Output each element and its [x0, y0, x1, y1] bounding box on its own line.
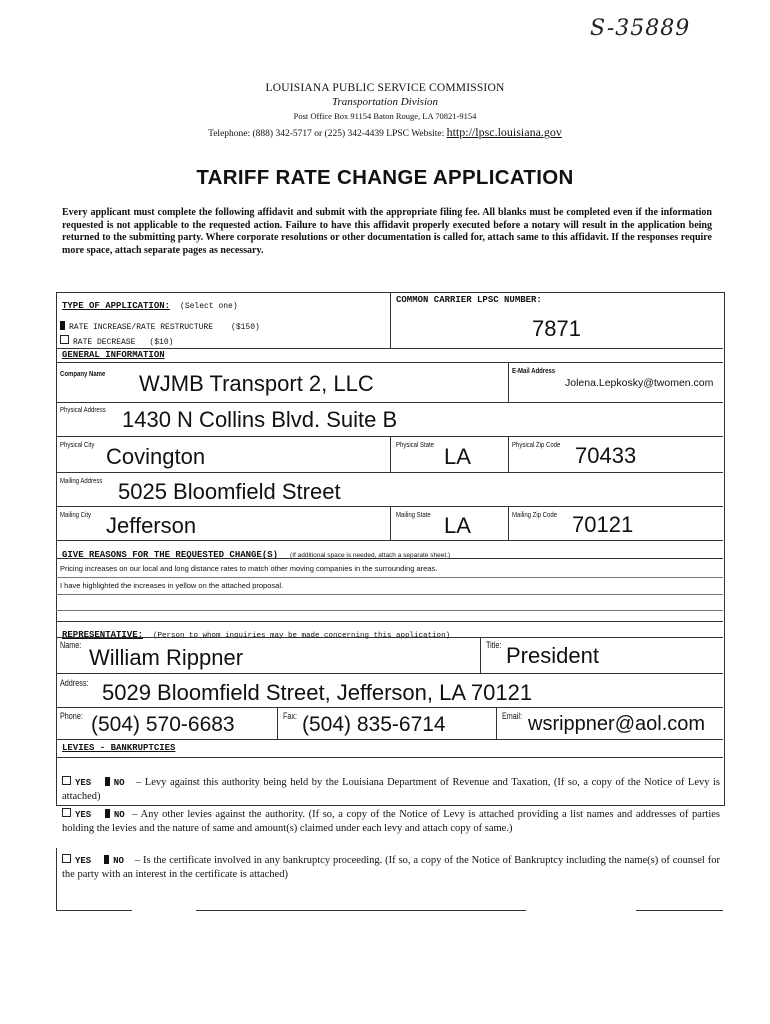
- rep-phone-label: Phone:: [60, 711, 83, 721]
- rep-fax-label: Fax:: [283, 711, 298, 721]
- reason-line-2[interactable]: I have highlighted the increases in yellow on the attached proposal.: [60, 581, 284, 590]
- rep-fax-value[interactable]: (504) 835-6714: [302, 713, 446, 736]
- form-title: TARIFF RATE CHANGE APPLICATION: [196, 166, 574, 189]
- no-checkbox-checked-icon[interactable]: [105, 809, 110, 818]
- mailing-city-label: Mailing City: [60, 510, 92, 519]
- representative-heading: REPRESENTATIVE: (Person to whom inquiries may be made concerning this application): [62, 630, 451, 640]
- company-name-value[interactable]: WJMB Transport 2, LLC: [139, 371, 374, 396]
- no-checkbox-checked-icon[interactable]: [104, 855, 109, 864]
- mailing-zip-label: Mailing Zip Code: [512, 510, 558, 519]
- mailing-zip-value[interactable]: 70121: [572, 512, 634, 537]
- physical-state-value[interactable]: LA: [444, 444, 471, 469]
- agency-address: Post Office Box 91154 Baton Rouge, LA 70821-9154: [293, 111, 477, 121]
- levies-heading: LEVIES - BANKRUPTCIES: [62, 743, 176, 753]
- rep-name-value[interactable]: William Rippner: [89, 645, 244, 670]
- mailing-address-label: Mailing Address: [60, 476, 103, 485]
- checkbox-empty-icon[interactable]: [60, 335, 69, 344]
- rep-title-label: Title:: [486, 640, 502, 650]
- website-link[interactable]: http://lpsc.louisiana.gov: [446, 125, 562, 139]
- division-name: Transportation Division: [331, 96, 439, 108]
- physical-address-value[interactable]: 1430 N Collins Blvd. Suite B: [122, 407, 398, 432]
- general-info-heading: GENERAL INFORMATION: [62, 350, 165, 360]
- application-type-heading: TYPE OF APPLICATION: (Select one): [62, 301, 238, 311]
- carrier-number-label: COMMON CARRIER LPSC NUMBER:: [396, 295, 542, 305]
- rep-email-value[interactable]: wsrippner@aol.com: [528, 713, 706, 735]
- no-checkbox-checked-icon[interactable]: [105, 777, 110, 786]
- physical-address-label: Physical Address: [60, 405, 106, 414]
- rep-title-value[interactable]: President: [506, 643, 599, 668]
- reason-line-1[interactable]: Pricing increases on our local and long distance rates to match other moving companies in the surrounding areas.: [60, 564, 438, 573]
- option-rate-decrease[interactable]: RATE DECREASE ($10): [60, 331, 173, 349]
- intro-paragraph: Every applicant must complete the following affidavit and submit with the appropriate filing fee. All blanks must be completed even if the information requested is not applicable to the requested action. Failure to have this affidavit properly executed before a notary will result in the application being returned to the submitting party. Where corporate resolutions or other documentation is called for, attach same to this affidavit. If the responses require more space, attach separate pages as necessary.: [62, 207, 712, 256]
- email-value[interactable]: Jolena.Lepkosky@twomen.com: [565, 377, 714, 389]
- agency-name: LOUISIANA PUBLIC SERVICE COMMISSION: [265, 82, 505, 94]
- physical-zip-label: Physical Zip Code: [512, 440, 561, 449]
- rep-email-label: Email:: [502, 711, 523, 721]
- handwritten-docket-number: S-35889: [590, 16, 691, 41]
- rep-address-label: Address:: [60, 678, 89, 688]
- levy-question-2: YES NO – Any other levies against the authority. (If so, a copy of the Notice of Levy is attached providing a list names and addresses of parties holding the levies and the nature of same and amount(s) claimed under each levy and attach copy of same.): [62, 809, 721, 835]
- yes-checkbox-icon[interactable]: [62, 776, 71, 785]
- rep-address-value[interactable]: 5029 Bloomfield Street, Jefferson, LA 70121: [102, 680, 533, 705]
- rep-name-label: Name:: [60, 640, 82, 650]
- levy-question-1: YES NO – Levy against this authority being held by the Louisiana Department of Revenue and Taxation, (If so, a copy of the Notice of Levy is attached): [62, 777, 721, 803]
- physical-city-value[interactable]: Covington: [106, 444, 206, 469]
- carrier-number-value[interactable]: 7871: [532, 316, 581, 341]
- physical-zip-value[interactable]: 70433: [575, 443, 637, 468]
- levy-question-3: YES NO – Is the certificate involved in any bankruptcy proceeding. (If so, a copy of the Notice of Bankruptcy including the name(s) of counsel for the party with an interest in the certificate is attached): [62, 855, 720, 881]
- company-name-label: Company Name: [60, 369, 106, 378]
- mailing-city-value[interactable]: Jefferson: [106, 513, 197, 538]
- mailing-state-label: Mailing State: [396, 510, 431, 519]
- email-label: E-Mail Address: [512, 366, 556, 375]
- rep-phone-value[interactable]: (504) 570-6683: [91, 713, 235, 736]
- agency-contact-line: [0, 125, 770, 140]
- yes-checkbox-icon[interactable]: [62, 808, 71, 817]
- physical-state-label: Physical State: [396, 440, 435, 449]
- option-rate-increase[interactable]: RATE INCREASE/RATE RESTRUCTURE ($150): [60, 316, 260, 334]
- mailing-state-value[interactable]: LA: [444, 513, 471, 538]
- mailing-address-value[interactable]: 5025 Bloomfield Street: [118, 479, 341, 504]
- checkbox-checked-icon[interactable]: [60, 321, 65, 330]
- reasons-heading: GIVE REASONS FOR THE REQUESTED CHANGE(S) (If additional space is needed, attach a separate sheet.): [62, 550, 451, 560]
- yes-checkbox-icon[interactable]: [62, 854, 71, 863]
- physical-city-label: Physical City: [60, 440, 95, 449]
- phone-line: Telephone: (888) 342-5717 or (225) 342-4439 LPSC Website:: [208, 129, 445, 139]
